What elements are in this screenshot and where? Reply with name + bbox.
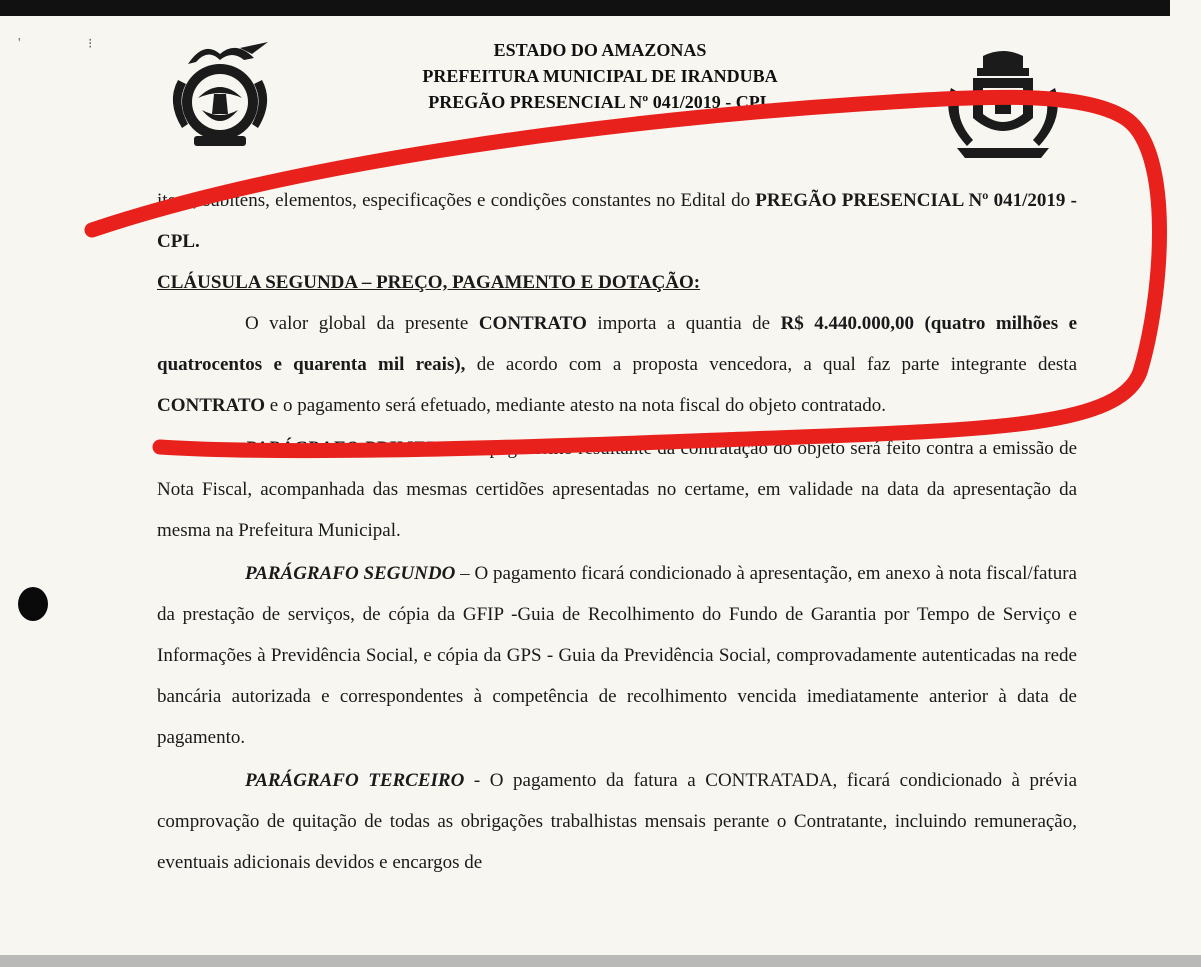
paragraph-first-text: O pagamento resultante da contratação do objeto será feito contra a emissão de Nota Fiscal, acompanhada das mesmas certidões apresentadas no certame, em validade na data da apresentação da mesma na Prefeitura Municipal.: [157, 438, 1077, 541]
contract-label: CONTRATO: [157, 395, 266, 416]
header-tender: PREGÃO PRESENCIAL Nº 041/2019 - CPL: [428, 92, 772, 112]
price-text: O valor global da presente: [245, 313, 479, 334]
paragraph-first-title: PARÁGRAFO PRIMEIRO:: [245, 438, 466, 459]
top-rule: [0, 0, 1170, 16]
paragraph-second-text: – O pagamento ficará condicionado à apresentação, em anexo à nota fiscal/fatura da prestação de serviços, de cópia da GFIP -Guia de Recolhimento do Fundo de Garantia por Tempo de Serviço e Informações à Previdência Social, e cópia da GPS - Guia da Previdência Social, comprovadamente autenticadas na rede bancária autorizada e correspondentes à competência de recolhimento vencida imediatamente anterior à data de pagamento.: [157, 563, 1077, 748]
document-header: [355, 37, 845, 115]
scan-mark: ': [18, 36, 21, 51]
paragraph-second-title: PARÁGRAFO SEGUNDO: [245, 563, 456, 584]
paragraph-third-text: - O pagamento da fatura a CONTRATADA, ficará condicionado à prévia comprovação de quitação de todas as obrigações trabalhistas mensais perante o Contratante, incluindo remuneração, eventuais adicionais devidos e encargos de: [157, 770, 1078, 873]
clause-title: CLÁUSULA SEGUNDA – PREÇO, PAGAMENTO E DOTAÇÃO:: [157, 272, 701, 293]
price-text: importa a quantia de: [586, 313, 781, 334]
price-paragraph: [157, 303, 1077, 426]
price-text: e o pagamento será efetuado, mediante atesto na nota fiscal do objeto contratado.: [265, 395, 886, 416]
header-municipality: PREFEITURA MUNICIPAL DE IRANDUBA: [422, 66, 778, 86]
price-text: de acordo com a proposta vencedora, a qual faz parte integrante desta: [465, 354, 1077, 375]
paragraph-second: [157, 553, 1077, 758]
intro-text: itens, subitens, elementos, especificações e condições constantes no Edital do: [157, 190, 756, 211]
coat-of-arms-amazonas-icon: [158, 36, 282, 154]
contract-value: R$ 4.440.000,00 (quatro milhões e quatrocentos e quarenta mil reais),: [157, 313, 1078, 375]
paragraph-first: [157, 428, 1077, 551]
contract-label: CONTRATO: [478, 313, 587, 334]
paragraph-third: [157, 760, 1077, 883]
intro-paragraph: [157, 180, 1077, 262]
header-state: ESTADO DO AMAZONAS: [493, 40, 707, 60]
coat-of-arms-iranduba-icon: [937, 48, 1069, 164]
document-body: [157, 180, 1077, 883]
punch-hole-dot: [18, 587, 48, 621]
intro-tender-ref: PREGÃO PRESENCIAL Nº 041/2019 - CPL.: [157, 190, 1077, 252]
scan-mark: ⁝: [88, 37, 93, 52]
paragraph-third-title: PARÁGRAFO TERCEIRO: [245, 770, 465, 791]
bottom-strip: [0, 955, 1201, 967]
